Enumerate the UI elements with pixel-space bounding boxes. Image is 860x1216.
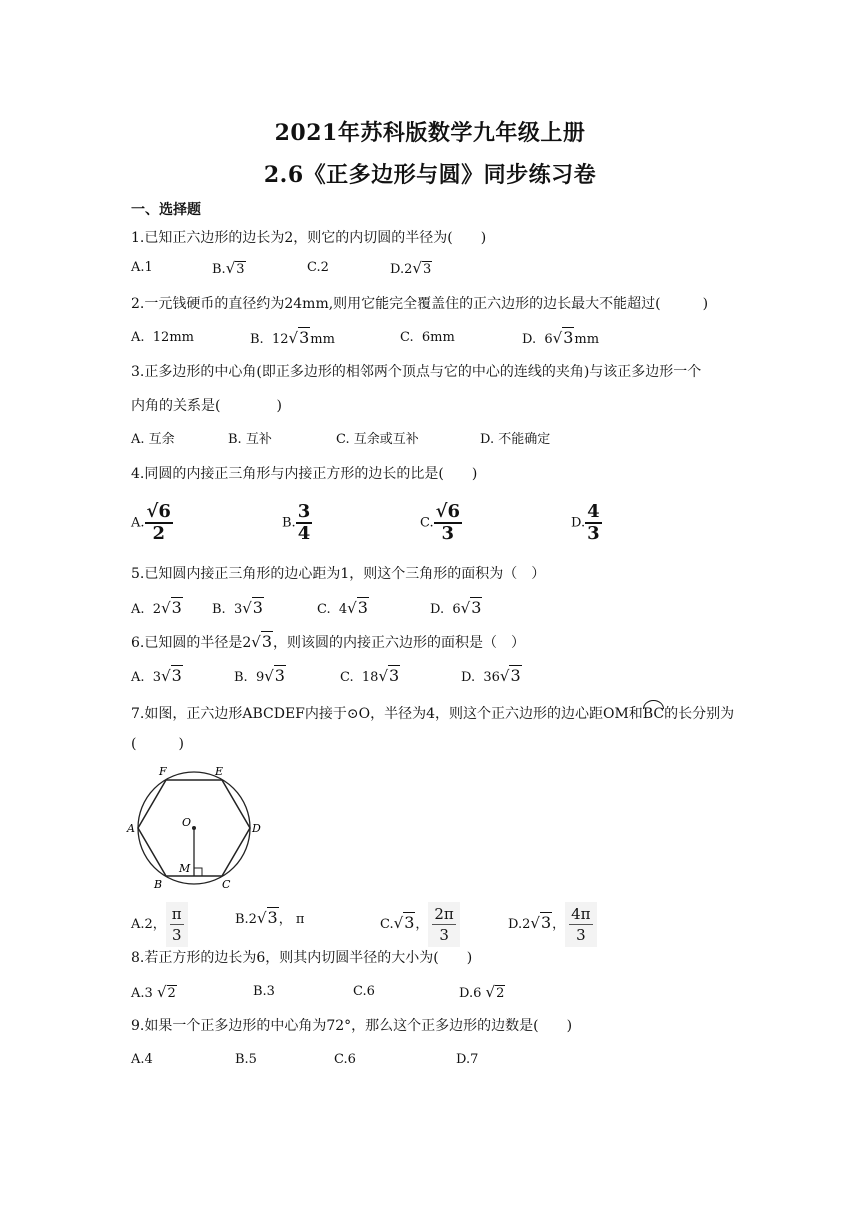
q3-option-d: D. 不能确定: [480, 432, 551, 447]
q2-option-d: D. 6√3mm: [522, 328, 600, 347]
q1-option-d: D.2√3: [390, 259, 432, 277]
label-b: B: [154, 878, 163, 890]
q9-option-b: B.5: [235, 1052, 257, 1067]
q7-stem-line-2: ( ): [131, 736, 184, 752]
q8-option-c: C.6: [353, 984, 375, 999]
q9-option-a: A.4: [131, 1052, 153, 1067]
q2-option-b: B. 12√3mm: [250, 328, 335, 347]
q3-stem-line-1: 3.正多边形的中心角(即正多边形的相邻两个顶点与它的中心的连线的夹角)与该正多边形一个: [131, 364, 702, 380]
q6-option-c: C. 18√3: [340, 666, 400, 685]
q5-option-a: A. 2√3: [131, 598, 182, 617]
label-a: A: [127, 822, 135, 835]
q1-option-b: B.√3: [212, 259, 245, 277]
q3-option-b: B. 互补: [228, 432, 272, 447]
q8-option-a: A.3 √2: [131, 983, 176, 1001]
center-point: [192, 826, 196, 830]
q2-stem: 2.一元钱硬币的直径约为24mm,则用它能完全覆盖住的正六边形的边长最大不能超过( ): [131, 296, 709, 312]
q4-option-c: C. $\frac{√6}{3}$: [420, 501, 460, 544]
q4-option-a: A. $\frac{√6}{2}$: [131, 501, 171, 544]
q9-option-c: C.6: [334, 1052, 356, 1067]
q8-option-d: D.6 √2: [459, 983, 505, 1001]
q7-option-a: A.2， $\frac{\pi}{3}$: [131, 902, 188, 947]
q4-option-d: D. $\frac{4}{3}$: [571, 501, 600, 544]
q3-option-c: C. 互余或互补: [336, 432, 419, 447]
label-d: D: [252, 822, 261, 835]
hexagon-circle-figure: [126, 762, 266, 890]
q4-stem: 4.同圆的内接正三角形与内接正方形的边长的比是( ): [131, 466, 478, 482]
label-c: C: [222, 878, 231, 890]
q7-option-d: D.2√3， $\frac{4\pi}{3}$: [508, 902, 597, 947]
q8-stem: 8.若正方形的边长为6，则其内切圆半径的大小为( ): [131, 950, 473, 966]
q7-option-c: C.√3， $\frac{2\pi}{3}$: [380, 902, 460, 947]
q1-stem: 1.已知正六边形的边长为2，则它的内切圆的半径为( ): [131, 230, 487, 246]
q2-option-c: C. 6mm: [400, 330, 455, 345]
q5-stem: 5.已知圆内接正三角形的边心距为1，则这个三角形的面积为（ ）: [131, 566, 546, 582]
q3-option-a: A. 互余: [131, 432, 175, 447]
title-line-1: 2021年苏科版数学九年级上册: [274, 120, 586, 146]
q9-option-d: D.7: [456, 1052, 479, 1067]
q8-option-b: B.3: [253, 984, 275, 999]
q6-stem: 6.已知圆的半径是2√3，则该圆的内接正六边形的面积是（ ）: [131, 632, 526, 651]
q6-option-b: B. 9√3: [234, 666, 285, 685]
q9-stem: 9.如果一个正多边形的中心角为72°，那么这个正多边形的边数是( ): [131, 1018, 573, 1034]
label-e: E: [215, 765, 224, 778]
title-line-2: 2.6《正多边形与圆》同步练习卷: [263, 162, 597, 188]
label-f: F: [159, 765, 167, 778]
q3-stem-line-2: 内角的关系是( ): [131, 398, 282, 414]
q7-option-b: B.2√3， π: [235, 908, 305, 927]
q2-option-a: A. 12mm: [131, 330, 194, 345]
section-heading: 一、选择题: [131, 202, 201, 218]
q1-option-c: C.2: [307, 260, 329, 275]
q6-option-a: A. 3√3: [131, 666, 182, 685]
label-m: M: [179, 862, 191, 875]
label-o: O: [182, 816, 192, 829]
q5-option-c: C. 4√3: [317, 598, 368, 617]
right-angle-mark: [194, 868, 202, 876]
q1-option-a: A.1: [131, 260, 153, 275]
q4-option-b: B. $\frac{3}{4}$: [282, 501, 311, 544]
q6-option-d: D. 36√3: [461, 666, 521, 685]
q5-option-b: B. 3√3: [212, 598, 263, 617]
q5-option-d: D. 6√3: [430, 598, 482, 617]
q7-stem: 7.如图，正六边形ABCDEF内接于⊙O，半径为4，则这个正六边形的边心距OM和BC的长分别为: [131, 700, 734, 724]
